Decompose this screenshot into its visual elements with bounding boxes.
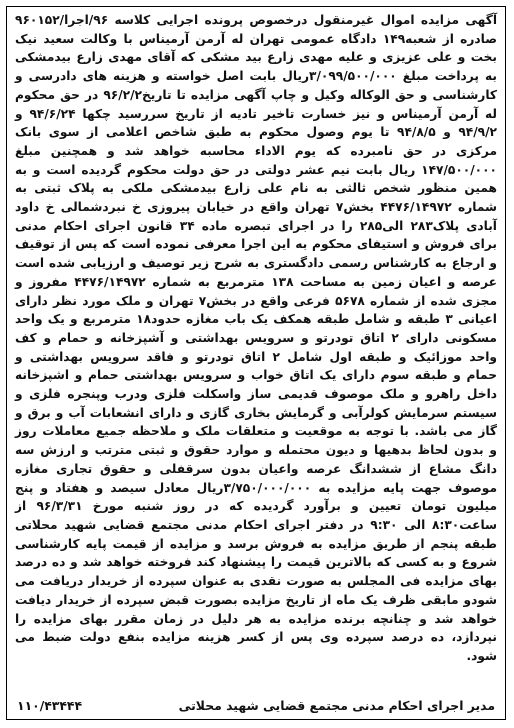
notice-code: ۱۱۰/۴۳۴۴۴: [17, 697, 83, 713]
notice-footer: [7, 694, 505, 716]
court-auction-notice: [6, 6, 506, 720]
notice-body-text: آگهی مزایده اموال غیرمنقول درخصوص پرونده اجرایی کلاسه ۹۶/اجرا/۹۶۰۱۵۲ صادره از شعبه۱۴۹ دادگاه عمومی تهران له آرمن آرمیناس با وکالت سعید نیک بخت و علی عزیزی و علیه مهدی زارع بید مشکی که آقای مهدی زارع بیدمشکی به پرداخت مبلغ ۳/۰۹۹/۵۰۰/۰۰۰ریال بابت اصل خواسته و هزینه های دادرسی و کارشناسی و حق الوکاله وکیل و چاپ آگهی مزایده تا تاریخ۹۶/۲/۲ در حق محکوم له آرمن آرمیناس و نیز خسارت تاخیر تادیه از تاریخ سررسید چکها ۹۴/۶/۲۴ و ۹۴/۹/۲ و ۹۴/۸/۵ تا یوم وصول محکوم به طبق شاخص اعلامی از سوی بانک مرکزی در حق نامبرده که یوم الاداء محاسبه خواهد شد و همچنین مبلغ ۱۴۷/۵۰۰/۰۰۰ ریال بابت نیم عشر دولتی در حق دولت محکوم گردیده است و به همین منظور شخص ثالثی به نام علی زارع بیدمشکی ملکی به پلاک ثبتی به شماره ۴۴۷۶/۱۴۹۷۲ بخش۷ تهران واقع در خیابان پیروزی خ نبردشمالی خ داود آبادی پلاک۲۸۳ الی۲۸۵ را در اجرای تبصره ماده ۳۴ قانون اجرای احکام مدنی برای فروش و استیفای محکوم به این اجرا معرفی نموده است که پس از توقیف و ارجاع به کارشناس رسمی دادگستری به شرح زیر توصیف و ارزیابی شده است عرصه و اعیان زمین به مساحت ۱۳۸ مترمربع به شماره ۴۴۷۶/۱۴۹۷۲ مفروز و مجزی شده از شماره ۵۶۷۸ فرعی واقع در بخش۷ تهران و ملک مورد نظر دارای اعیانی ۳ طبقه و شامل طبقه همکف یک باب مغازه حدود۱۸ مترمربع و یک واحد مسکونی دارای ۲ اتاق تودرتو و سرویس بهداشتی و آشپزخانه و حمام و کف واحد موزائیک و طبقه اول شامل ۲ اتاق تودرتو و فاقد سرویس بهداشتی و حمام و طبقه سوم دارای یک اتاق خواب و سرویس بهداشتی حمام و اشپزخانه داخل راهرو و ملک موصوف قدیمی ساز واسکلت فلزی ودرب وپنجره فلزی و سیستم سرمایش کولرآبی و گرمایش بخاری گازی و دارای انشعابات آب و برق و گاز می باشد. با توجه به موقعیت و متعلقات ملک و ملاحظه جمیع معاملات روز و بدون لحاظ بدهیها و دیون محتمله و موارد حقوق و ثبتی مترتب و ارزش سه دانگ مشاع از ششدانگ عرصه واعیان بدون سرقفلی و حقوق تجاری مغازه موصوف جهت پایه مزایده به ۳/۷۵۰/۰۰۰/۰۰۰ریال معادل سیصد و هفتاد و پنج میلیون تومان تعیین و برآورد گردیده که در روز شنبه مورخ ۹۶/۳/۳۱ از ساعت۸:۳۰ الی ۹:۳۰ در دفتر اجرای احکام مدنی مجتمع قضایی شهید محلاتی طبقه پنجم از طریق مزایده به فروش برسد و مزایده از قیمت پایه کارشناسی شروع و به کسی که بالاترین قیمت را پیشنهاد کند فروخته خواهد شد و ده درصد بهای مزایده فی المجلس به صورت نقدی به عنوان سپرده از خریدار دریافت می شودو مابقی ظرف یک ماه از تاریخ مزایده بصورت قبض سپرده از خریدار دیافت خواهد شد و چنانچه برنده مزایده به هر دلیل در زمان مقرر بهای مزایده را نپردازد، ده درصد سپرده وی پس از کسر هزینه مزایده بنفع دولت ضبط می شود.: [15, 13, 498, 663]
notice-signature: مدیر اجرای احکام مدنی مجتمع قضایی شهید محلاتی: [178, 697, 495, 713]
